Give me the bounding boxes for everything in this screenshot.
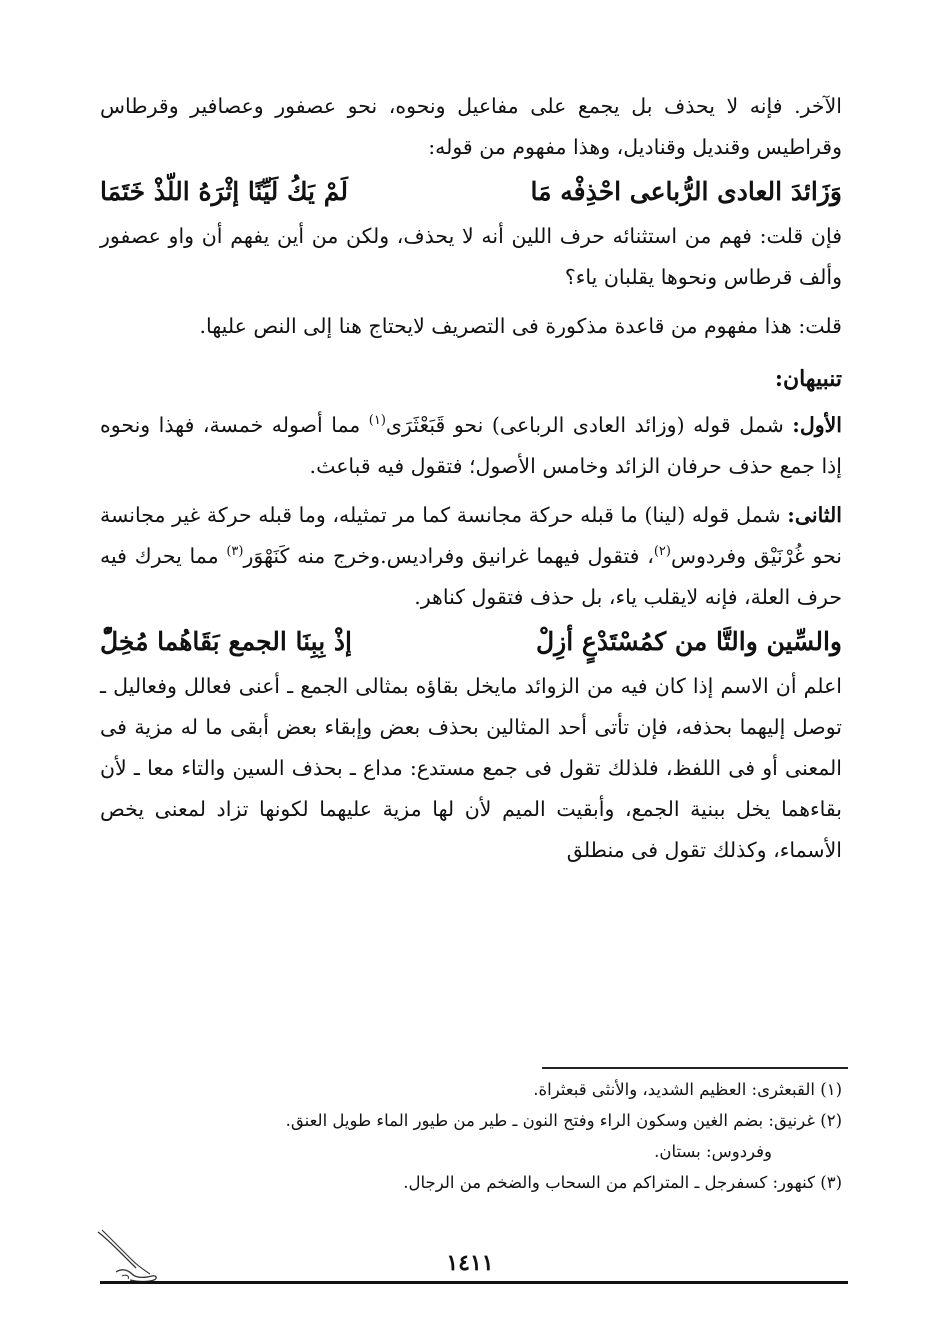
verse-2 — [100, 618, 842, 666]
paragraph-3: قلت: هذا مفهوم من قاعدة مذكورة فى التصريف لايحتاج هنا إلى النص عليها. — [199, 314, 842, 338]
verse-1-left-hemistich: لَمْ يَكُ لَيِّنًا إثْرَهُ اللّذْ خَتَمَا — [100, 177, 348, 206]
footnote-ref-1: (١) — [368, 413, 386, 429]
second-note-text-c: مما يحرك فيه حرف العلة، فإنه لايقلب ياء، بل حذف فتقول كناهر. — [100, 544, 842, 609]
verse-1 — [100, 168, 842, 216]
paragraph-6: اعلم أن الاسم إذا كان فيه من الزوائد مايخل بقاؤه بمثالى الجمع ـ أعنى فعالل وفعاليل ـ توصل إليهما بحذفه، فإن تأتى أحد المثالين بحذف بعض وإبقاء بعض أبقى ما له مزية فى المعنى أو فى اللفظ، فلذلك تقول فى جمع مستدع: مداع ـ بحذف السين والتاء معا ـ لأن بقاءهما يخل ببنية الجمع، وأبقيت الميم لأن لها مزية عليهما لكونها تزاد لمعنى يخص الأسماء، وكذلك تقول فى منطلق — [100, 674, 842, 862]
bottom-rule — [100, 1281, 848, 1284]
second-note-text-a: شمل قوله (لينا) ما قبله حركة مجانسة كما مر تمثيله، وما قبله حركة غير مجانسة نحو غُرْنَيْق وفردوس — [100, 503, 843, 568]
scribble-mark-icon — [92, 1224, 164, 1286]
second-note-lead: الثانى: — [787, 503, 842, 527]
footnote-2-continuation: وفردوس: بستان. — [654, 1142, 772, 1161]
footnote-separator — [542, 1067, 848, 1069]
paragraph-1: الآخر. فإنه لا يحذف بل يجمع على مفاعيل ونحوه، نحو عصفور وعصافير وقرطاس وقراطيس وقنديل وقناديل، وهذا مفهوم من قوله: — [100, 94, 842, 159]
first-note-lead: الأول: — [792, 413, 842, 437]
footnote-3: (٣) كنهور: كسفرجل ـ المتراكم من السحاب والضخم من الرجال. — [403, 1173, 842, 1192]
verse-2-left-hemistich: إذْ بِبِنَا الجمع بَقَاهُما مُخِلّْ — [100, 627, 352, 656]
footnote-1: (١) القبعثرى: العظيم الشديد، والأنثى قبعثراة. — [533, 1080, 842, 1099]
verse-2-right-hemistich: والسِّين والتَّا من كمُسْتَدْعٍ أزِلْ — [536, 627, 842, 656]
paragraph-2: فإن قلت: فهم من استثنائه حرف اللين أنه لا يحذف، ولكن من أين يفهم أن واو عصفور وألف قرطاس ونحوها يقلبان ياء؟ — [100, 224, 842, 289]
verse-1-right-hemistich: وَزَائدَ العادى الرُّباعى احْذِفْه مَا — [530, 177, 842, 206]
first-note-text-a: شمل قوله (وزائد العادى الرباعى) نحو قَبَعْثَرَى — [385, 413, 793, 437]
footnote-ref-2: (٢) — [653, 544, 671, 560]
main-text — [100, 86, 842, 871]
second-note-text-b: ، فتقول فيهما غرانيق وفراديس.وخرج منه كَنَهْوَر — [243, 544, 654, 568]
footnotes — [100, 1074, 842, 1198]
paragraph-second-note — [100, 495, 842, 618]
footnote-ref-3: (٣) — [226, 544, 244, 560]
first-note-text-b: مما أصوله خمسة، فهذا ونحوه إذا جمع حذف حرفان الزائد وخامس الأصول؛ فتقول فيه قباعث. — [100, 413, 842, 478]
footnote-2: (٢) غرنيق: بضم الغين وسكون الراء وفتح النون ـ طير من طيور الماء طويل العنق. — [285, 1111, 842, 1130]
paragraph-first-note — [100, 405, 842, 487]
section-heading: تنبيهان: — [774, 366, 842, 392]
page-number: ١٤١١ — [446, 1250, 494, 1276]
